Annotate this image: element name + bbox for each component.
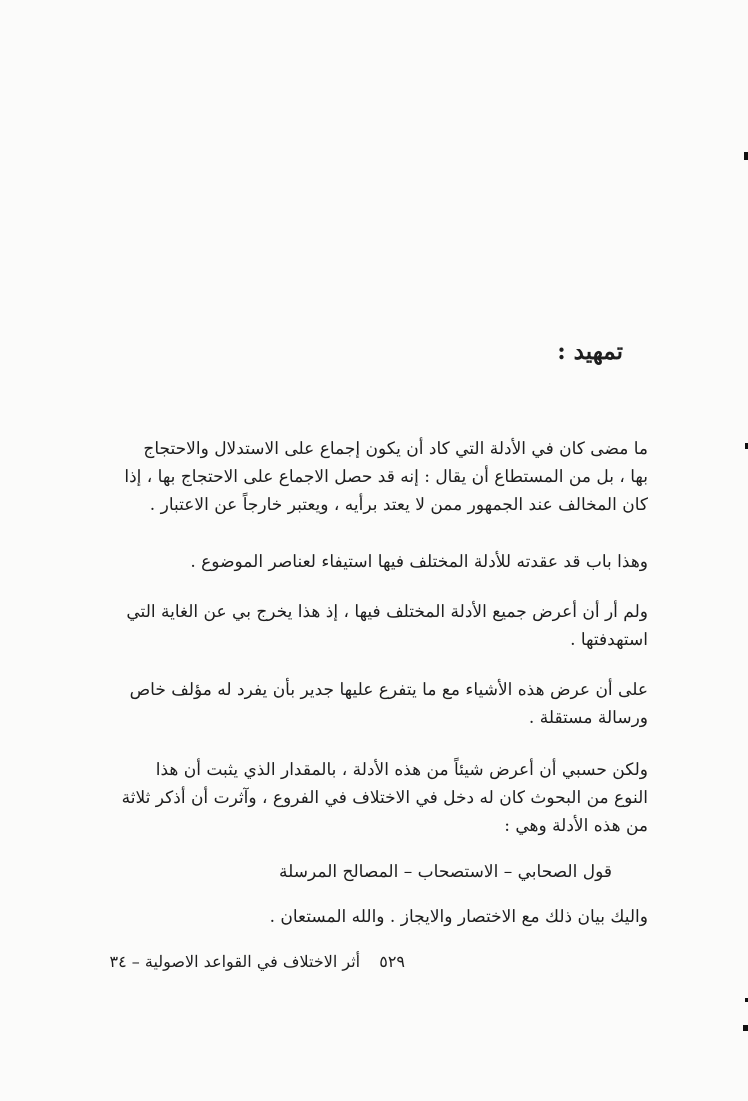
closing-paragraph [78, 903, 648, 931]
paragraph-4 [78, 676, 648, 732]
paragraph-line: على أن عرض هذه الأشياء مع ما يتفرع عليها جدير بأن يفرد له مؤلف خاص [129, 680, 648, 700]
paragraph-line: استهدفتها . [570, 630, 648, 650]
paragraph-1 [78, 435, 648, 519]
paragraph-line: بها ، بل من المستطاع أن يقال : إنه قد حصل الاجماع على الاحتجاج بها ، إذا [124, 467, 648, 487]
section-heading: تمهيد : [557, 338, 623, 365]
paragraph-line: ولم أر أن أعرض جميع الأدلة المختلف فيها ، إذ هذا يخرج بي عن الغاية التي [126, 602, 648, 622]
paragraph-line: وهذا باب قد عقدته للأدلة المختلف فيها استيفاء لعناصر الموضوع . [190, 552, 648, 572]
evidence-list-line: قول الصحابي – الاستصحاب – المصالح المرسلة [279, 862, 612, 882]
evidence-list [78, 858, 648, 886]
paragraph-line: النوع من البحوث كان له دخل في الاختلاف في الفروع ، وآثرت أن أذكر ثلاثة [121, 788, 648, 808]
page-footer [85, 952, 405, 971]
paragraph-line: كان المخالف عند الجمهور ممن لا يعتد برأيه ، ويعتبر خارجاً عن الاعتبار . [149, 495, 648, 515]
scan-edge-mark [744, 152, 748, 160]
paragraph-line: ما مضى كان في الأدلة التي كاد أن يكون إجماع على الاستدلال والاحتجاج [143, 439, 648, 459]
paragraph-line: ورسالة مستقلة . [528, 708, 648, 728]
paragraph-3 [78, 598, 648, 654]
page-number: ٥٢٩ [379, 952, 405, 971]
paragraph-line: ولكن حسبي أن أعرض شيئاً من هذه الأدلة ، بالمقدار الذي يثبت أن هذا [155, 760, 648, 780]
paragraph-2 [78, 548, 648, 576]
book-title: أثر الاختلاف في القواعد الاصولية – ٣٤ [109, 952, 361, 971]
paragraph-5 [78, 756, 648, 840]
scan-edge-mark [743, 1025, 748, 1031]
closing-line: واليك بيان ذلك مع الاختصار والايجاز . والله المستعان . [269, 907, 648, 927]
paragraph-line: من هذه الأدلة وهي : [504, 816, 648, 836]
